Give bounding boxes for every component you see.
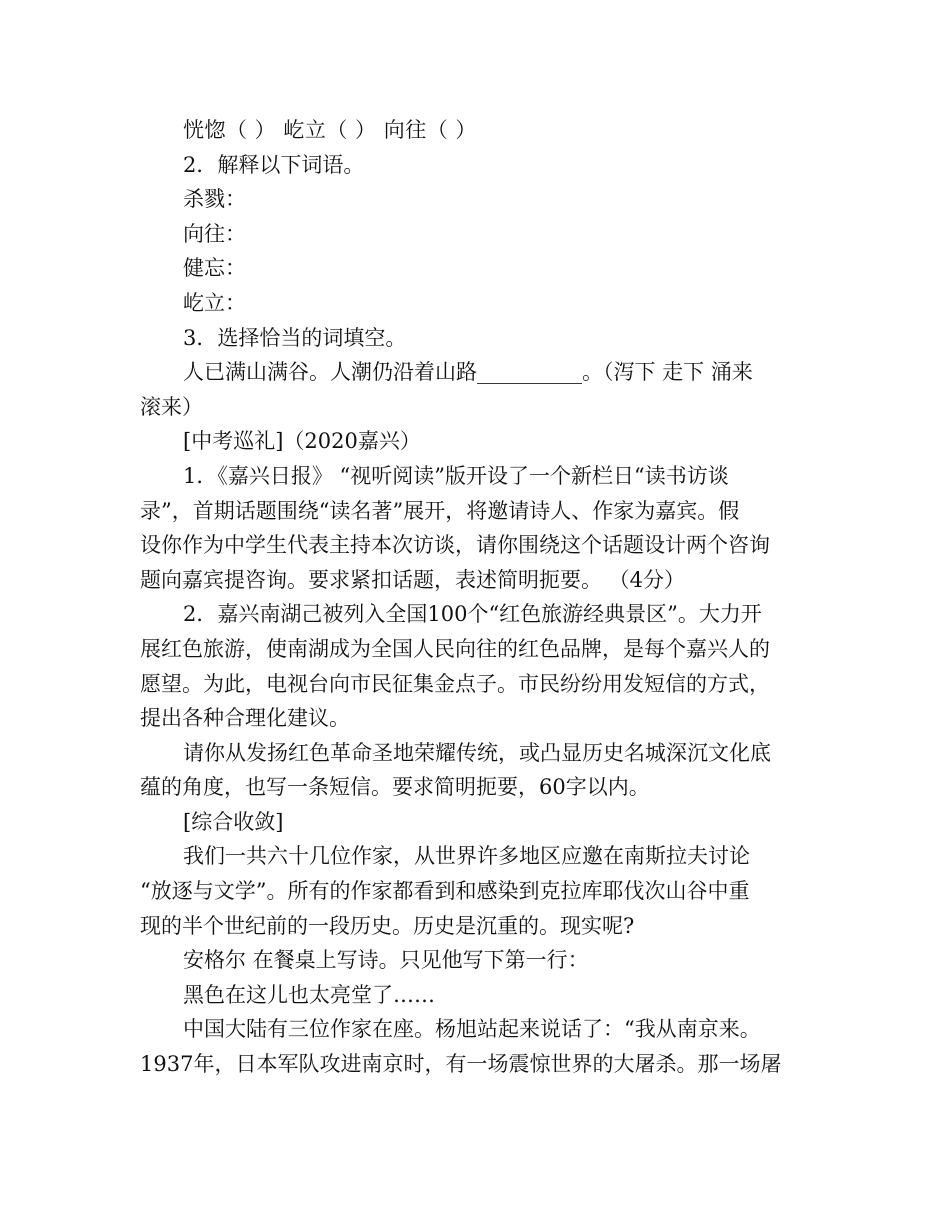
- text-line: 人已满山满谷。人潮仍沿着山路__________。（泻下 走下 涌来: [183, 360, 753, 385]
- text-line: 我们一共六十几位作家，从世界许多地区应邀在南斯拉夫讨论: [183, 844, 750, 869]
- text-line: 黑色在这儿也太亮堂了……: [183, 982, 435, 1007]
- text-line: 录”，首期话题围绕“读名著”展开，将邀请诗人、作家为嘉宾。假: [140, 498, 740, 523]
- text-line: 恍惚（ ） 屹立（ ） 向往（ ）: [183, 118, 477, 142]
- text-line: 设你作为中学生代表主持本次访谈，请你围绕这个话题设计两个咨询: [140, 533, 770, 558]
- text-line: 1．《嘉兴日报》 “视听阅读”版开设了一个新栏日“读书访谈: [183, 463, 729, 488]
- text-line: 中国大陆有三位作家在座。杨旭站起来说话了：“我从南京来。: [183, 1017, 761, 1042]
- text-line: 3．选择恰当的词填空。: [183, 325, 407, 350]
- text-line: 题向嘉宾提咨询。要求紧扣话题，表述简明扼要。 （4分）: [140, 567, 686, 592]
- text-line: 提出各种合理化建议。: [140, 706, 350, 731]
- text-line: “放逐与文学”。所有的作家都看到和感染到克拉库耶伐次山谷中重: [140, 879, 750, 904]
- text-line: 安格尔 在餐桌上写诗。只见他写下第一行：: [183, 948, 589, 973]
- text-line: 蕴的角度，也写一条短信。要求简明扼要，60字以内。: [140, 775, 650, 800]
- text-line: 请你从发扬红色革命圣地荣耀传统，或凸显历史名城深沉文化底: [183, 740, 771, 765]
- text-line: 健忘：: [183, 256, 246, 281]
- text-line: 向往：: [183, 221, 246, 246]
- text-line: 1937年，日本军队攻进南京时，有一场震惊世界的大屠杀。那一场屠: [140, 1052, 782, 1077]
- text-line: 愿望。为此，电视台向市民征集金点子。市民纷纷用发短信的方式，: [140, 671, 770, 696]
- text-line: 滚来）: [140, 394, 203, 419]
- text-line: 屹立：: [183, 290, 246, 315]
- text-line: 展红色旅游，使南湖成为全国人民向往的红色品牌，是每个嘉兴人的: [140, 636, 770, 661]
- section-heading: [综合收敛]: [183, 809, 284, 834]
- text-line: 现的半个世纪前的一段历史。历史是沉重的。现实呢?: [140, 913, 635, 938]
- section-heading: [中考巡礼]（2020嘉兴）: [183, 429, 421, 454]
- text-line: 2．解释以下词语。: [183, 152, 365, 177]
- document-body: [140, 113, 820, 1082]
- text-line: 2．嘉兴南湖己被列入全国100个“红色旅游经典景区”。大力开: [183, 602, 762, 627]
- text-line: 杀戮：: [183, 187, 246, 212]
